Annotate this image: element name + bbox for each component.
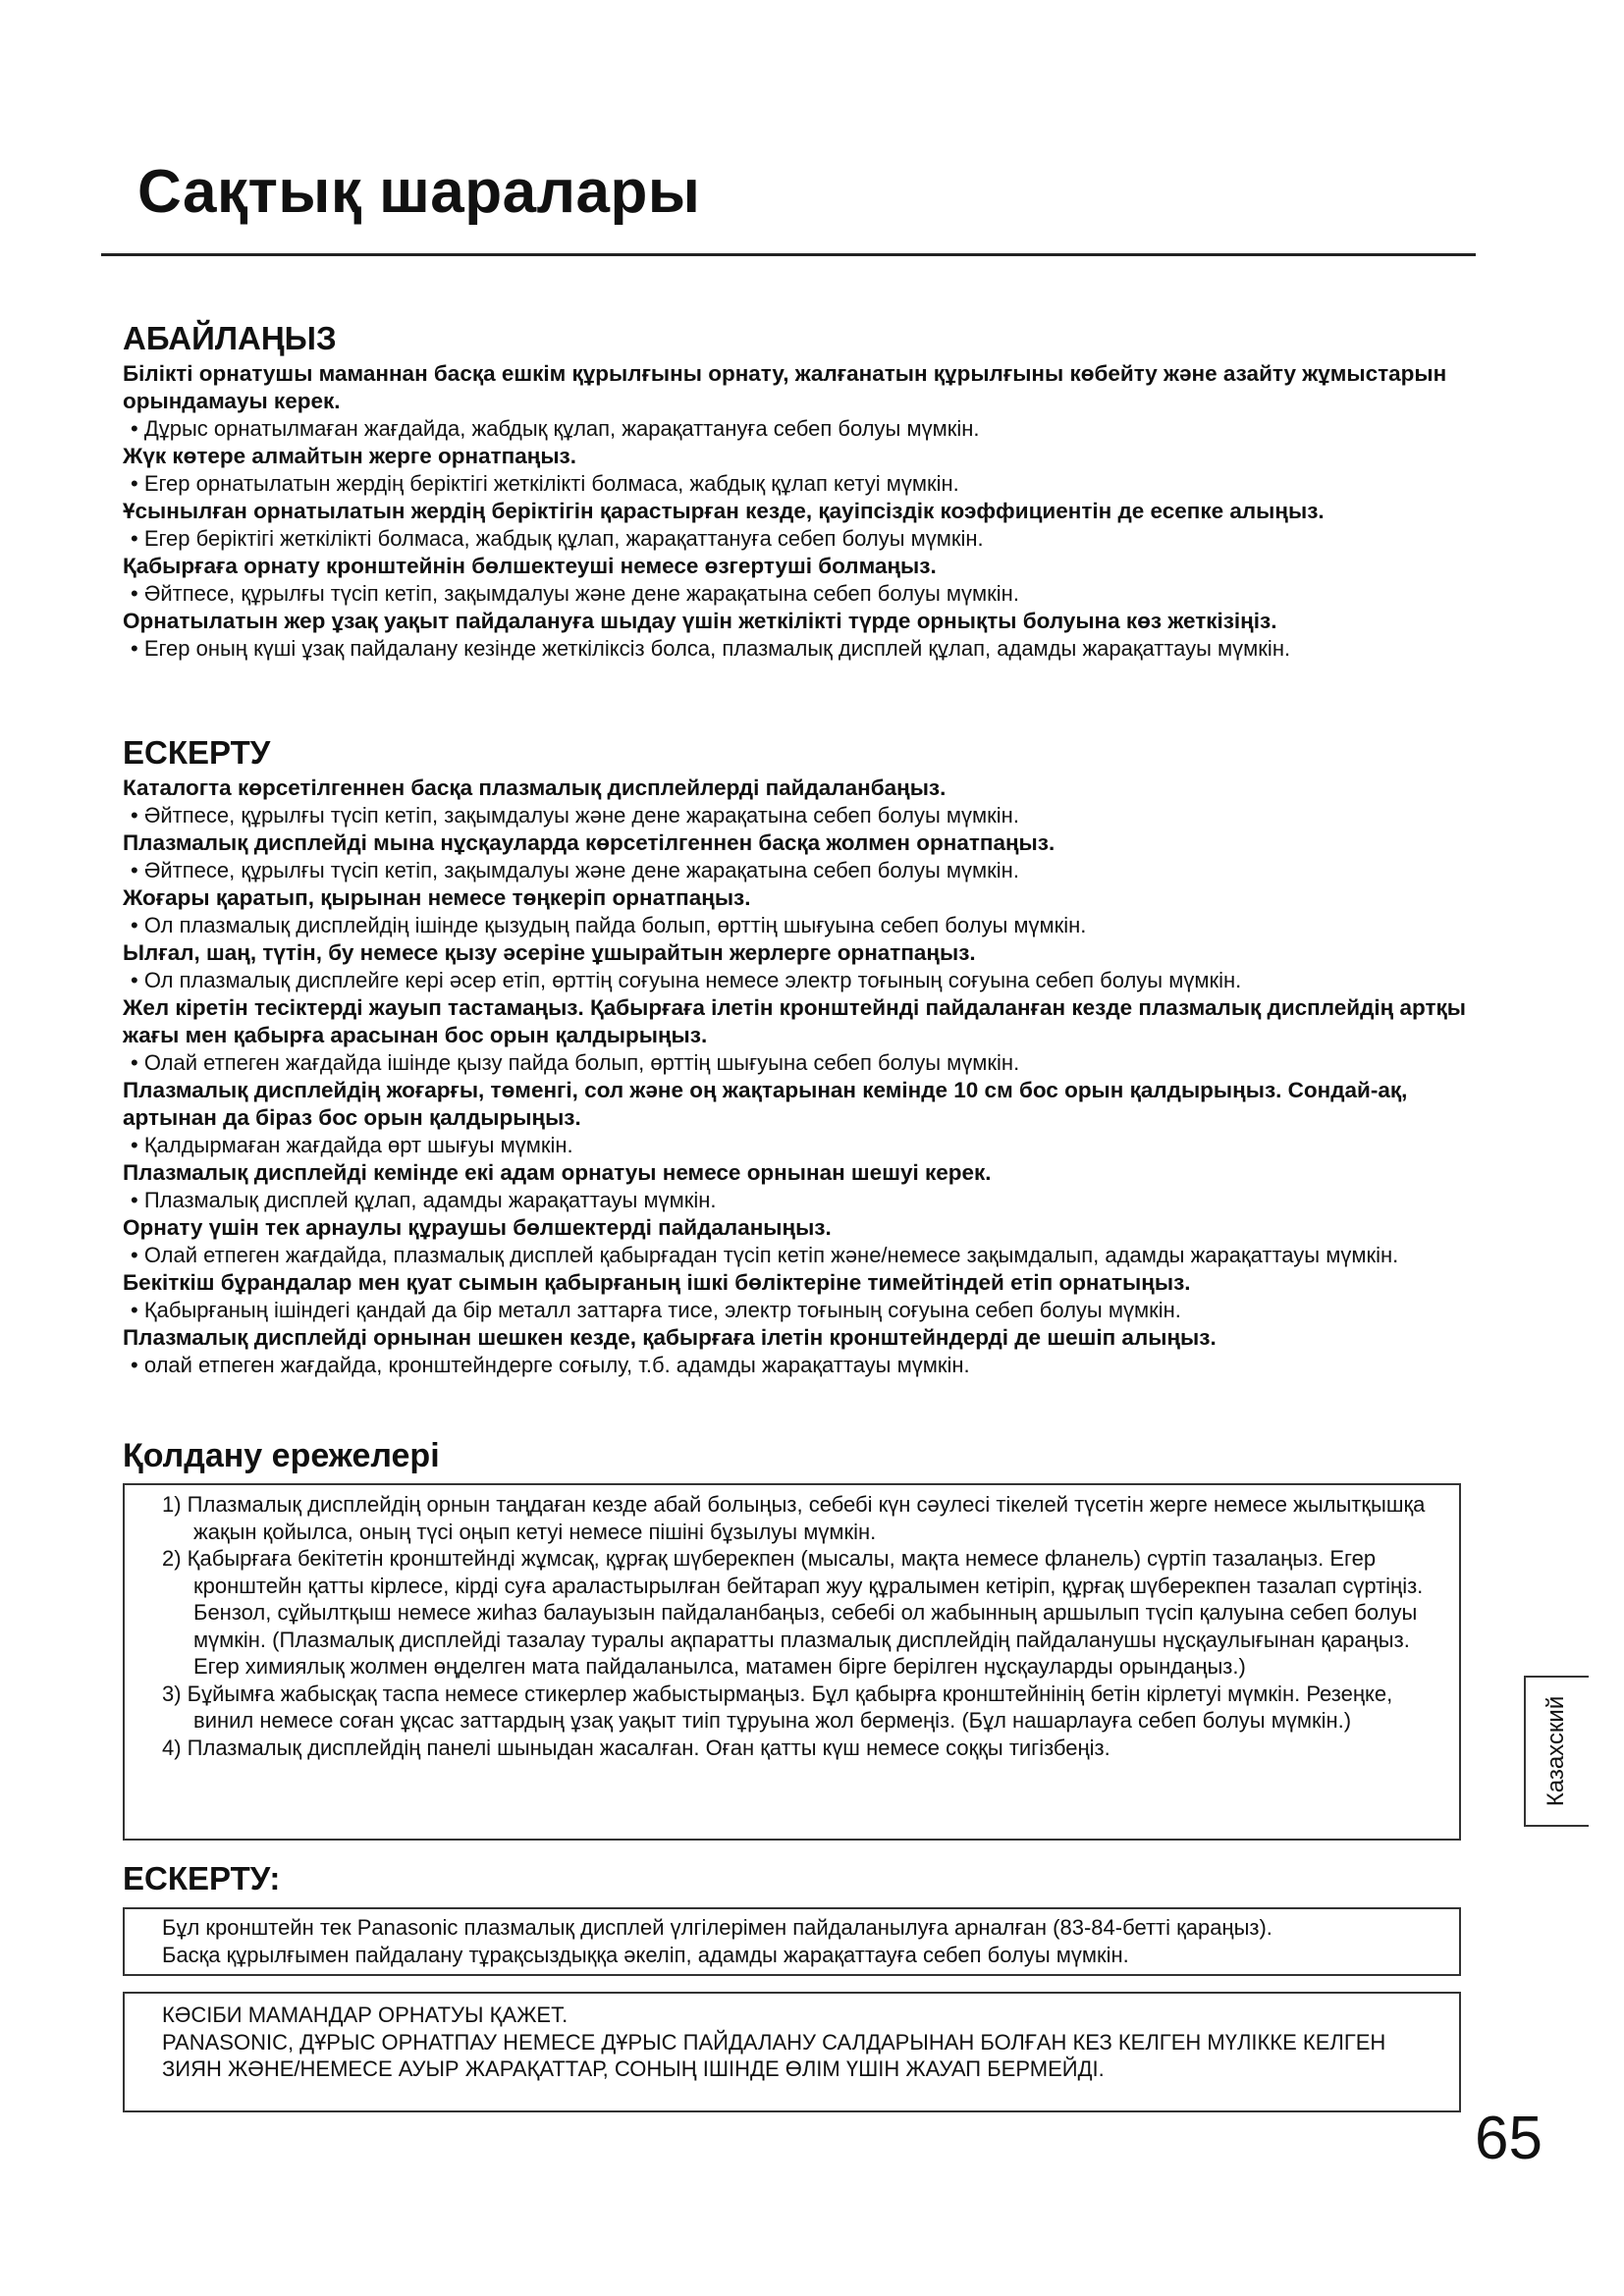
warning-item: Жүк көтере алмайтын жерге орнатпаңыз. xyxy=(123,444,576,468)
warning-item: Плазмалық дисплейді мына нұсқауларда көрсетілгеннен басқа жолмен орнатпаңыз. xyxy=(123,830,1056,855)
warning-item: Бекіткіш бұрандалар мен қуат сымын қабырғаның ішкі бөліктеріне тимейтіндей етіп орнатыңыз. xyxy=(123,1270,1191,1295)
rule-item: 1) Плазмалық дисплейдің орнын таңдаған кезде абай болыңыз, себебі күн сәулесі тікелей түсетін жерге немесе жылытқышқа жақын қойылса, оның түсі оңып кетуі немесе пішіні бұзылуы мүмкін. xyxy=(162,1492,1426,1544)
warning-detail: • Қабырғаның ішіндегі қандай да бір металл заттарға тисе, электр тоғының соғуына себеп болуы мүмкін. xyxy=(131,1298,1181,1322)
language-tab-label: Казахский xyxy=(1543,1695,1569,1807)
page-title: Сақтық шаралары xyxy=(137,158,701,226)
section-heading: ЕСКЕРТУ: xyxy=(123,1860,281,1896)
disclaimer-box xyxy=(123,1992,1461,2112)
section-heading: ЕСКЕРТУ xyxy=(123,734,271,771)
warning-detail: • Қалдырмаған жағдайда өрт шығуы мүмкін. xyxy=(131,1133,573,1157)
warning-detail: • Дұрыс орнатылмаған жағдайда, жабдық құлап, жарақаттануға себеп болуы мүмкін. xyxy=(131,416,980,441)
warning-item: Қабырғаға орнату кронштейнін бөлшектеуші немесе өзгертуші болмаңыз. xyxy=(123,554,937,578)
disclaimer-line: PANASONIC, ДҰРЫС ОРНАТПАУ НЕМЕСЕ ДҰРЫС ПАЙДАЛАНУ САЛДАРЫНАН БОЛҒАН КЕЗ КЕЛГЕН МҮЛІККЕ КЕЛГЕН ЗИЯН ЖӘНЕ/НЕМЕСЕ АУЫР ЖАРАҚАТТАР, СОНЫҢ ІШІНДЕ ӨЛІМ ҮШІН ЖАУАП БЕРМЕЙДІ. xyxy=(162,2029,1386,2081)
warning-detail: • Ол плазмалық дисплейге кері әсер етіп, өрттің соғуына немесе электр тоғының соғуына себеп болуы мүмкін. xyxy=(131,968,1242,992)
warning-item: Каталогта көрсетілгеннен басқа плазмалық дисплейлерді пайдаланбаңыз. xyxy=(123,775,947,800)
warning-detail: • Әйтпесе, құрылғы түсіп кетіп, зақымдалуы және дене жарақатына себеп болуы мүмкін. xyxy=(131,803,1019,828)
warning-detail: • Егер беріктігі жеткілікті болмаса, жабдық құлап, жарақаттануға себеп болуы мүмкін. xyxy=(131,526,984,551)
note-box xyxy=(123,1907,1461,1976)
warning-item: Ұсынылған орнатылатын жердің беріктігін қарастырған кезде, қауіпсіздік коэффициентін де есепке алыңыз. xyxy=(123,499,1325,523)
warning-detail: • олай етпеген жағдайда, кронштейндерге соғылу, т.б. адамды жарақаттауы мүмкін. xyxy=(131,1353,970,1377)
warning-item: Жоғары қаратып, қырынан немесе төңкеріп орнатпаңыз. xyxy=(123,885,751,910)
disclaimer-line: КӘСІБИ МАМАНДАР ОРНАТУЫ ҚАЖЕТ. xyxy=(162,2002,568,2027)
warning-item: Плазмалық дисплейді орнынан шешкен кезде, қабырғаға ілетін кронштейндерді де шешіп алыңыз. xyxy=(123,1325,1217,1350)
section-heading: АБАЙЛАҢЫЗ xyxy=(123,320,337,356)
note-line: Бұл кронштейн тек Panasonic плазмалық дисплей үлгілерімен пайдаланылуға арналған (83-84-бетті қараңыз). xyxy=(162,1915,1272,1940)
title-divider xyxy=(101,253,1476,256)
warning-detail: • Әйтпесе, құрылғы түсіп кетіп, зақымдалуы және дене жарақатына себеп болуы мүмкін. xyxy=(131,858,1019,882)
warning-item: Жел кіретін тесіктерді жауып тастамаңыз. Қабырғаға ілетін кронштейнді пайдаланған кезде плазмалық дисплейдің артқы жағы мен қабырға арасынан бос орын қалдырыңыз. xyxy=(123,995,1466,1047)
rule-item: 2) Қабырғаға бекітетін кронштейнді жұмсақ, құрғақ шүберекпен (мысалы, мақта немесе фланель) сүртіп тазалаңыз. Егер кронштейн қатты кірлесе, кірді суға араластырылған бейтарап жуу құралымен кетіріп, құрғақ шүберекпен тазалап сүртіңіз. Бензол, сұйылтқыш немесе жиһаз балауызын пайдаланбаңыз, себебі ол жабынның аршылып түсіп қалуына себеп болуы мүмкін. (Плазмалық дисплейді тазалау туралы ақпаратты плазмалық дисплейдің пайдаланушы нұсқаулығынан қараңыз. Егер химиялық жолмен өңделген мата пайдаланылса, матамен бірге берілген нұсқауларды орындаңыз.) xyxy=(162,1546,1424,1679)
warning-detail: • Әйтпесе, құрылғы түсіп кетіп, зақымдалуы және дене жарақатына себеп болуы мүмкін. xyxy=(131,581,1019,606)
note-section xyxy=(123,1859,1473,1898)
warning-section xyxy=(123,733,1473,1379)
caution-section xyxy=(123,319,1473,663)
language-tab xyxy=(1524,1676,1589,1827)
warning-item: Орнатылатын жер ұзақ уақыт пайдалануға шыдау үшін жеткілікті түрде орнықты болуына көз жеткізіңіз. xyxy=(123,609,1277,633)
rule-item: 4) Плазмалық дисплейдің панелі шыныдан жасалған. Оған қатты күш немесе соққы тигізбеңіз. xyxy=(162,1735,1110,1760)
warning-detail: • Олай етпеген жағдайда ішінде қызу пайда болып, өрттің шығуына себеп болуы мүмкін. xyxy=(131,1050,1020,1075)
page-number: 65 xyxy=(1475,2105,1543,2172)
note-line: Басқа құрылғымен пайдалану тұрақсыздыққа әкеліп, адамды жарақаттауға себеп болуы мүмкін. xyxy=(162,1942,1129,1967)
warning-item: Плазмалық дисплейдің жоғарғы, төменгі, сол және оң жақтарынан кемінде 10 см бос орын қалдырыңыз. Сондай-ақ, артынан да біраз бос орын қалдырыңыз. xyxy=(123,1078,1408,1130)
warning-detail: • Ол плазмалық дисплейдің ішінде қызудың пайда болып, өрттің шығуына себеп болуы мүмкін. xyxy=(131,913,1087,937)
warning-detail: • Егер оның күші ұзақ пайдалану кезінде жеткіліксіз болса, плазмалық дисплей құлап, адамды жарақаттауы мүмкін. xyxy=(131,636,1291,661)
warning-item: Плазмалық дисплейді кемінде екі адам орнатуы немесе орнынан шешуі керек. xyxy=(123,1160,992,1185)
warning-detail: • Олай етпеген жағдайда, плазмалық дисплей қабырғадан түсіп кетіп және/немесе зақымдалып, адамды жарақаттауы мүмкін. xyxy=(131,1243,1399,1267)
usage-rules-section xyxy=(123,1436,1473,1475)
warning-item: Ылғал, шаң, түтін, бу немесе қызу әсеріне ұшырайтын жерлерге орнатпаңыз. xyxy=(123,940,976,965)
warning-detail: • Плазмалық дисплей құлап, адамды жарақаттауы мүмкін. xyxy=(131,1188,717,1212)
warning-detail: • Егер орнатылатын жердің беріктігі жеткілікті болмаса, жабдық құлап кетуі мүмкін. xyxy=(131,471,959,496)
rule-item: 3) Бұйымға жабысқақ таспа немесе стикерлер жабыстырмаңыз. Бұл қабырға кронштейнінің бетін кірлетуі мүмкін. Резеңке, винил немесе соған ұқсас заттардың ұзақ уақыт тиіп тұруына жол бермеңіз. (Бұл нашарлауға себеп болуы мүмкін.) xyxy=(162,1681,1393,1733)
warning-item: Білікті орнатушы маманнан басқа ешкім құрылғыны орнату, жалғанатын құрылғыны көбейту және азайту жұмыстарын орындамауы керек. xyxy=(123,361,1447,413)
usage-rules-box xyxy=(123,1483,1461,1841)
warning-item: Орнату үшін тек арнаулы құраушы бөлшектерді пайдаланыңыз. xyxy=(123,1215,832,1240)
section-heading: Қолдану ережелері xyxy=(123,1437,440,1474)
